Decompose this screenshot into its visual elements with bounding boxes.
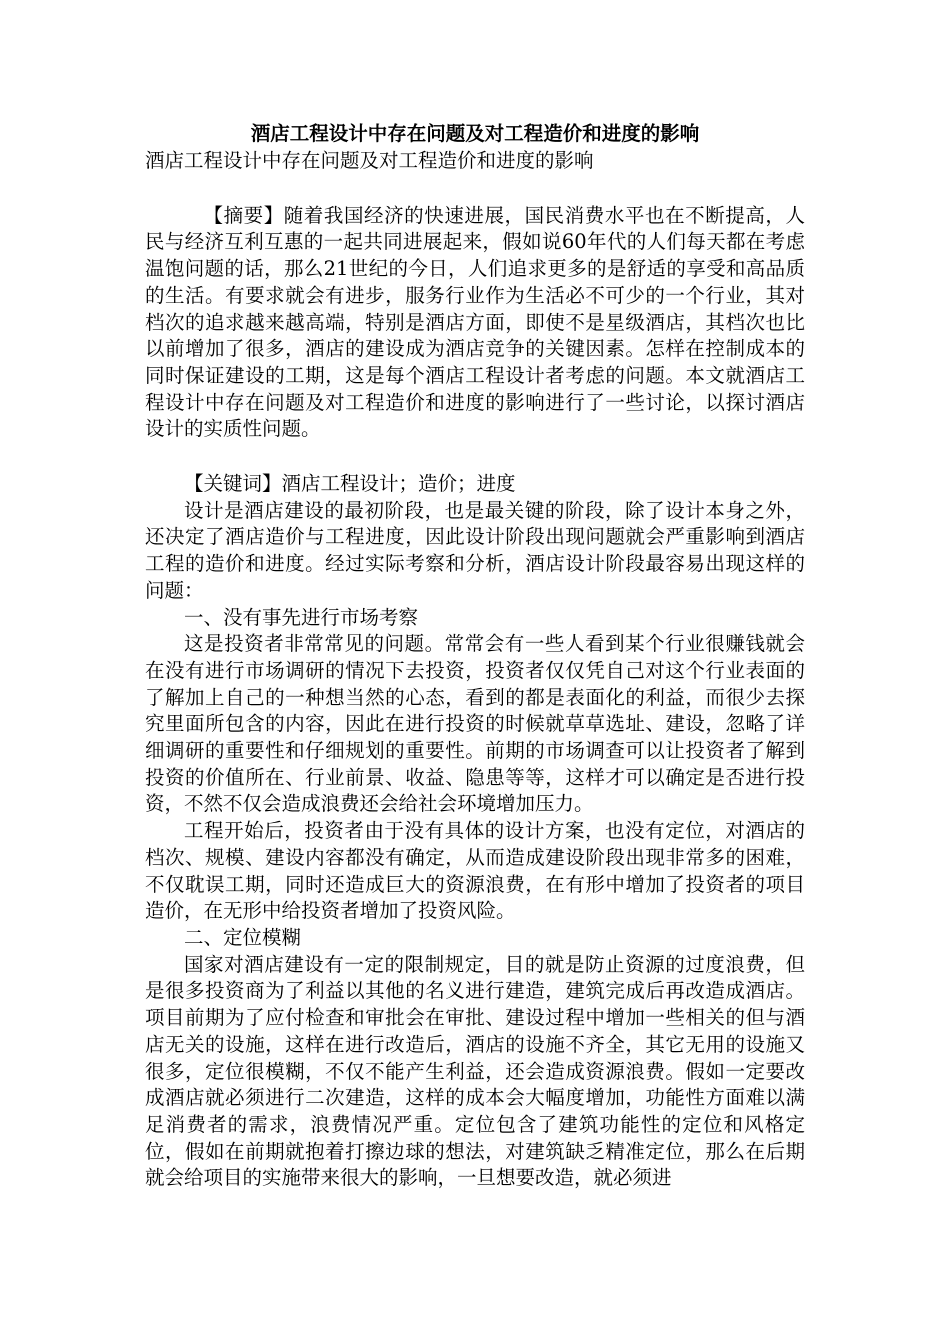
document-subtitle: 酒店工程设计中存在问题及对工程造价和进度的影响	[145, 149, 594, 172]
intro-paragraph: 设计是酒店建设的最初阶段，也是最关键的阶段，除了设计本身之外，还决定了酒店造价与工程进度，因此设计阶段出现问题就会严重影响到酒店工程的造价和进度。经过实际考察和分析，酒店设计阶段最容易出现这样的问题：	[145, 498, 805, 602]
document-page	[145, 120, 805, 1192]
keywords-line: 【关键词】酒店工程设计；造价；进度	[184, 472, 516, 496]
abstract-paragraph: 【摘要】随着我国经济的快速进展，国民消费水平也在不断提高，人民与经济互利互惠的一起共同进展起来，假如说60年代的人们每天都在考虑温饱问题的话，那么21世纪的今日，人们追求更多的是舒适的享受和高品质的生活。有要求就会有进步，服务行业作为生活必不可少的一个行业，其对档次的追求越来越高端，特别是酒店方面，即使不是星级酒店，其档次也比以前增加了很多，酒店的建设成为酒店竞争的关键因素。怎样在控制成本的同时保证建设的工期，这是每个酒店工程设计者考虑的问题。本文就酒店工程设计中存在问题及对工程造价和进度的影响进行了一些讨论，以探讨酒店设计的实质性问题。	[145, 203, 805, 441]
section-1-paragraph-2: 工程开始后，投资者由于没有具体的设计方案，也没有定位，对酒店的档次、规模、建设内容都没有确定，从而造成建设阶段出现非常多的困难，不仅耽误工期，同时还造成巨大的资源浪费，在有形中增加了投资者的项目造价，在无形中给投资者增加了投资风险。	[145, 819, 805, 923]
section-1-heading: 一、没有事先进行市场考察	[184, 605, 419, 629]
section-2-heading: 二、定位模糊	[184, 925, 302, 949]
section-2-paragraph-1: 国家对酒店建设有一定的限制规定，目的就是防止资源的过度浪费，但是很多投资商为了利益以其他的名义进行建造，建筑完成后再改造成酒店。项目前期为了应付检查和审批会在审批、建设过程中增加一些相关的但与酒店无关的设施，这样在进行改造后，酒店的设施不齐全，其它无用的设施又很多，定位很模糊，不仅不能产生利益，还会造成资源浪费。假如一定要改成酒店就必须进行二次建造，这样的成本会大幅度增加，功能性方面难以满足消费者的需求，浪费情况严重。定位包含了建筑功能性的定位和风格定位，假如在前期就抱着打擦边球的想法，对建筑缺乏精准定位，那么在后期就会给项目的实施带来很大的影响，一旦想要改造，就必须进	[145, 952, 805, 1190]
document-title: 酒店工程设计中存在问题及对工程造价和进度的影响	[250, 122, 700, 145]
section-1-paragraph-1: 这是投资者非常常见的问题。常常会有一些人看到某个行业很赚钱就会在没有进行市场调研的情况下去投资，投资者仅仅凭自己对这个行业表面的了解加上自己的一种想当然的心态，看到的都是表面化的利益，而很少去探究里面所包含的内容，因此在进行投资的时候就草草选址、建设，忽略了详细调研的重要性和仔细规划的重要性。前期的市场调查可以让投资者了解到投资的价值所在、行业前景、收益、隐患等等，这样才可以确定是否进行投资，不然不仅会造成浪费还会给社会环境增加压力。	[145, 632, 805, 816]
